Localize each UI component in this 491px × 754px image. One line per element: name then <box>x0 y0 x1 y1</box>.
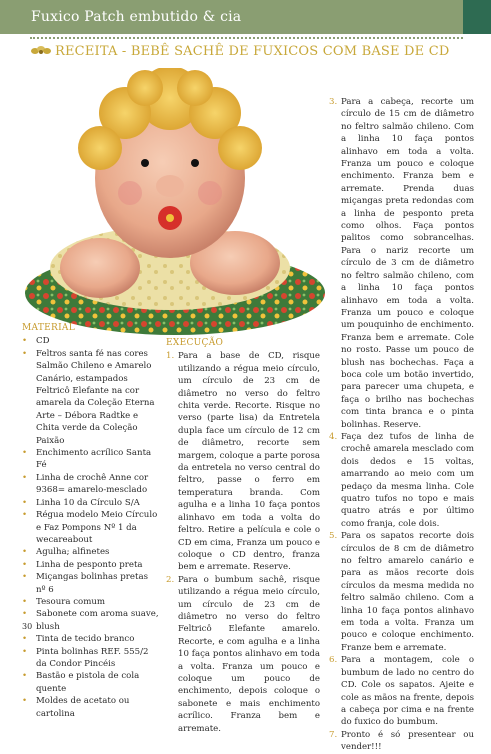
list-item: • Linha de pesponto preta <box>22 559 143 570</box>
list-item: • Pinta bolinhas REF. 555/2 da Condor Pincéis <box>22 646 149 669</box>
magazine-title: Fuxico Patch embutido & cia <box>31 9 242 25</box>
list-item: 4. Faça dez tufos de linha de crochê amarela mesclado com dois dedos e 15 voltas, amarrando ao meio com um pedaço da mesma linha. Cole quatro tufos no topo e mais quatro atrás e por último como franja, cole dois. <box>329 431 474 529</box>
list-item: • Tinta de tecido branco <box>22 634 135 645</box>
list-item: • Miçangas bolinhas pretas nº 6 <box>22 572 148 595</box>
list-item: • Régua modelo Meio Círculo e Faz Pompons Nº 1 da wecareabout <box>22 510 158 545</box>
material-list <box>22 335 159 720</box>
header-corner-block <box>463 0 491 34</box>
list-item: 6. Para a montagem, cole o bumbum de lado no centro do CD. Cole os sapatos. Ajeite e cole as mãos na frente, depois a cabeça por cima e na frente do fuxico do bumbum. <box>329 655 474 728</box>
list-item: 3. Para a cabeça, recorte um círculo de 15 cm de diâmetro no feltro salmão chileno. Com a linha 10 faça pontos alinhavo em toda a volta. Franza um pouco e coloque enchimento. Franza bem e arremate. Prenda duas miçangas preta redondas com a linha de pesponto preta como olhos. Faça pontos palitos como sobrancelhas. Para o nariz recorte um círculo de 3 cm de diâmetro no feltro salmão chileno, com a linha 10 faça pontos alinhavo em toda a volta. Franza um pouco e coloque um pouquinho de enchimento. Franza bem e arremate. Cole no rosto. Passe um pouco de blush nas bochechas. Faça a boca cole um botão invertido, para parecer uma chupeta, e faça o brilho nas bochechas com tinta branca e o pinta bolinhas. Reserve. <box>329 97 474 430</box>
execucao-heading: EXECUÇÃO <box>166 338 224 348</box>
steps-list-part1 <box>166 350 320 735</box>
list-item: • Linha 10 da Círculo S/A <box>22 497 140 508</box>
list-item: • Sabonete com aroma suave, blush <box>22 609 159 632</box>
flower-ornament-icon <box>30 44 52 58</box>
dotted-divider <box>30 37 463 39</box>
list-item: • Bastão e pistola de cola quente <box>22 671 140 694</box>
list-item: 7. Pronto é só presentear ou vender!!! <box>329 729 474 753</box>
page-number: 30 <box>22 622 33 631</box>
list-item: • Enchimento acrílico Santa Fé <box>22 448 152 471</box>
list-item: • Moldes de acetato ou cartolina <box>22 696 130 719</box>
list-item: • CD <box>22 336 50 347</box>
list-item: • Linha de crochê Anne cor 9368= amarelo-mesclado <box>22 472 149 496</box>
baby-doll-photo <box>0 68 326 336</box>
list-item: 2. Para o bumbum sachê, risque utilizando a régua meio círculo, um círculo de 23 cm de diâmetro no verso do feltro Feltricô Elefante amarelo. Recorte, e com agulha e a linha 10 faça pontos alinhavo em toda a volta. Franza um pouco e coloque um pouco de enchimento, depois coloque o sabonete e mais enchimento acrílico. Franza bem e arremate. <box>166 574 320 734</box>
list-item: 5. Para os sapatos recorte dois círculos de 8 cm de diâmetro no feltro amarelo canário e para as mãos recorte dois círculos da mesma medida no feltro salmão chileno. Com a linha 10 faça pontos alinhavo em toda a volta. Franza um pouco e coloque enchimento. Franze bem e arremate. <box>329 531 474 653</box>
page-header <box>0 0 491 36</box>
list-item: • Feltros santa fé nas cores Salmão Chileno e Amarelo Canário, estampados Feltricô Elefante na cor amarela da Coleção Eterna Arte – Débora Radtke e Chita verde da Coleção Paixão <box>22 348 155 446</box>
list-item: 1. Para a base de CD, risque utilizando a régua meio círculo, um círculo de 23 cm de diâmetro no verso do feltro chita verde. Recorte. Risque no verso (parte lisa) da Entretela dupla face um círculo de 12 cm de diâmetro, recorte sem margem, coloque a parte porosa da entretela no verso central do feltro, passe o ferro em temperatura branda. Com agulha e a linha 10 faça pontos alinhavo em toda a volta do feltro. Retire a película e cole o CD em cima, Franza um pouco e coloque o CD dentro, franza bem e arremate. Reserve. <box>166 351 321 573</box>
list-item: • Tesoura comum <box>22 596 106 607</box>
steps-list-part2 <box>329 96 474 754</box>
recipe-title: RECEITA - BEBÊ SACHÊ DE FUXICOS COM BASE DE CD <box>55 44 450 59</box>
execucao-column <box>166 337 320 735</box>
list-item: • Agulha; alfinetes <box>22 547 110 558</box>
material-heading: MATERIAL <box>22 323 76 333</box>
execucao-column-continued <box>329 96 474 754</box>
material-column <box>22 322 159 720</box>
